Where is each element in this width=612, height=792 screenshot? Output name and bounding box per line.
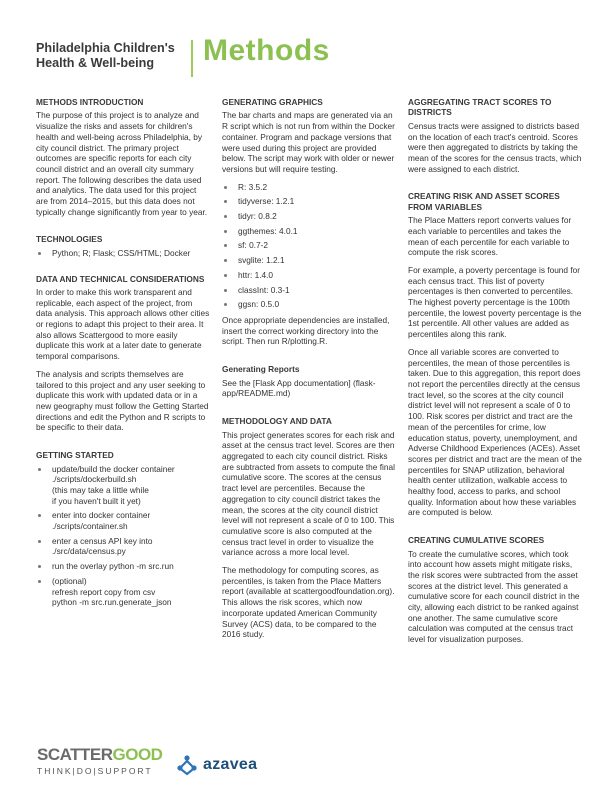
- section-heading-aggregating: AGGREGATING TRACT SCORES TO DISTRICTS: [408, 97, 552, 118]
- package-list: [222, 182, 396, 310]
- logo-word-good: GOOD: [112, 745, 163, 764]
- section-heading-data-technical: DATA AND TECHNICAL CONSIDERATIONS: [36, 273, 205, 284]
- section-heading-methods-intro: METHODS INTRODUCTION: [36, 97, 144, 107]
- list-item: • enter into docker container ./scripts/container.sh: [50, 510, 210, 531]
- section-heading-technologies: TECHNOLOGIES: [36, 234, 103, 245]
- header-divider: [191, 40, 193, 77]
- risk-asset-paragraph-2: For example, a poverty percentage is found for each census tract. This list of poverty percentages is then converted to percentiles. The highest poverty percentage is the 100th percentile, the lowest poverty percentage is the 1st percentile. All other values are added as percentiles along this rank.: [408, 264, 582, 340]
- list-item: • tidyverse: 1.2.1: [236, 196, 396, 207]
- list-item: • classInt: 0.3-1: [236, 285, 396, 296]
- cumulative-paragraph: To create the cumulative scores, which took into account how assets might mitigate risks, the risk scores were subtracted from the asset scores at the district level. This generated a cumulative score for each council district in the city, allowing each district to be ranked against one another. The same cumulative score calculation was computed at the census tract level for visualization purposes.: [408, 548, 580, 645]
- azavea-logo: [176, 754, 257, 776]
- list-item: • svglite: 1.2.1: [236, 255, 396, 266]
- logo-word-scatter: SCATTER: [37, 745, 113, 764]
- list-item: • (optional) refresh report copy from csv python -m src.run.generate_json: [50, 576, 210, 608]
- getting-started-list: [36, 464, 210, 608]
- column-3: [408, 97, 582, 652]
- list-item: • ggsn: 0.5.0: [236, 299, 396, 310]
- reports-paragraph: See the [Flask App documentation] (flask-app/README.md): [222, 377, 376, 399]
- section-heading-methodology: METHODOLOGY AND DATA: [222, 416, 332, 427]
- section-heading-generating-reports: Generating Reports: [222, 364, 300, 375]
- list-item: • Python; R; Flask; CSS/HTML; Docker: [50, 248, 210, 259]
- section-heading-risk-asset: CREATING RISK AND ASSET SCORES FROM VARIABLES: [408, 191, 560, 212]
- page-title: Methods: [203, 34, 330, 67]
- section-heading-getting-started: GETTING STARTED: [36, 450, 114, 461]
- list-item: • enter a census API key into ./src/data/census.py: [50, 536, 210, 557]
- graphics-paragraph-2: Once appropriate dependencies are installed, insert the correct working directory into the script. Then run R/plotting.R.: [222, 314, 390, 347]
- aggregating-paragraph: Census tracts were assigned to districts based on the location of each tract's centroid. Scores were then aggregated to districts by taking the mean of the scores for the census tracts, which were assigned to each district.: [408, 120, 582, 174]
- graphics-paragraph: The bar charts and maps are generated via an R script which is not run from within the Docker container. Program and package versions that were used during this project are provided below. The script may work with older or newer versions but will require testing.: [222, 110, 395, 174]
- scattergood-logo: [37, 746, 162, 776]
- risk-asset-paragraph-1: The Place Matters report converts values for each variable to percentiles and takes the mean of each percentile for each variable to compute the risk scores.: [408, 215, 572, 258]
- list-item: • httr: 1.4.0: [236, 270, 396, 281]
- org-title: Philadelphia Children's Health & Well-being: [36, 41, 175, 70]
- column-1: [36, 97, 210, 613]
- methodology-paragraph-2: The methodology for computing scores, as percentiles, is taken from the Place Matters report (available at scattergoodfoundation.org). This allows the risk scores, which now incorporate updated American Community Survey (ACS) data, to be compared to the 2016 study.: [222, 565, 395, 640]
- list-item: • tidyr: 0.8.2: [236, 211, 396, 222]
- list-item: • sf: 0.7-2: [236, 240, 396, 251]
- azavea-mark-icon: [176, 754, 198, 776]
- section-heading-cumulative: CREATING CUMULATIVE SCORES: [408, 535, 545, 546]
- list-item: • run the overlay python -m src.run: [50, 561, 210, 572]
- data-paragraph-1: In order to make this work transparent and replicable, each aspect of the project, from data analysis. This approach allows other cities or regions to adapt this project to their area. It also allows Scattergood to more easily duplicate this work at a later date to generate temporal comparisons.: [36, 286, 210, 362]
- methodology-paragraph-1: This project generates scores for each risk and asset at the census tract level. Scores are then aggregated to each city council district. Risks are subtracted from assets to compute the final cumulative score. The scores at the census tract level are percentiles. Because the aggregation to city council district takes the mean, the scores at the city council district level will not represent a scale of 0 to 100. This cumulative score is also computed at the census tract level in order to visualize the variance across a more local level.: [222, 429, 395, 558]
- intro-paragraph: The purpose of this project is to analyze and visualize the risks and assets for children's health and well-being across Philadelphia, by city council district. The primary project outcomes are specific reports for each city council district and an overall city summary report. The following describes the data used and analytics. The data used for this project are from 2014–2015, but this data does not typically change significantly from year to year.: [36, 110, 208, 217]
- logo-tagline: THINK|DO|SUPPORT: [37, 766, 153, 776]
- column-2: [222, 97, 396, 647]
- azavea-wordmark: azavea: [203, 756, 258, 773]
- technologies-list: [36, 248, 210, 259]
- list-item: • ggthemes: 4.0.1: [236, 226, 396, 237]
- data-paragraph-2: The analysis and scripts themselves are tailored to this project and any user seeking to duplicate this work with updated data or in a new geography must follow the Getting Started directions and edit the Python and R scripts to be specific to their data.: [36, 368, 209, 433]
- section-heading-generating-graphics: GENERATING GRAPHICS: [222, 97, 323, 107]
- risk-asset-paragraph-3: Once all variable scores are converted to percentiles, the mean of those percentiles is taken. Due to this aggregation, this report does not report the percentiles directly at the census tract level, so the scores at the city council district level will not represent a scale of 0 to 100. Risk scores per district and tract are the mean of the percentiles for crime, low education status, poverty, unemployment, and Adverse Childhood Experiences (ACEs). Asset scores per district and tract are the mean of the percentiles for SNAP utilization, behavioral health center utilization, walkable access to healthy food, access to parks, and school quality. Information about how these variables are computed is below.: [408, 346, 582, 518]
- list-item: • update/build the docker container ./scripts/dockerbuild.sh (this may take a little while if you haven't built it yet): [50, 464, 210, 507]
- list-item: • R: 3.5.2: [236, 182, 396, 193]
